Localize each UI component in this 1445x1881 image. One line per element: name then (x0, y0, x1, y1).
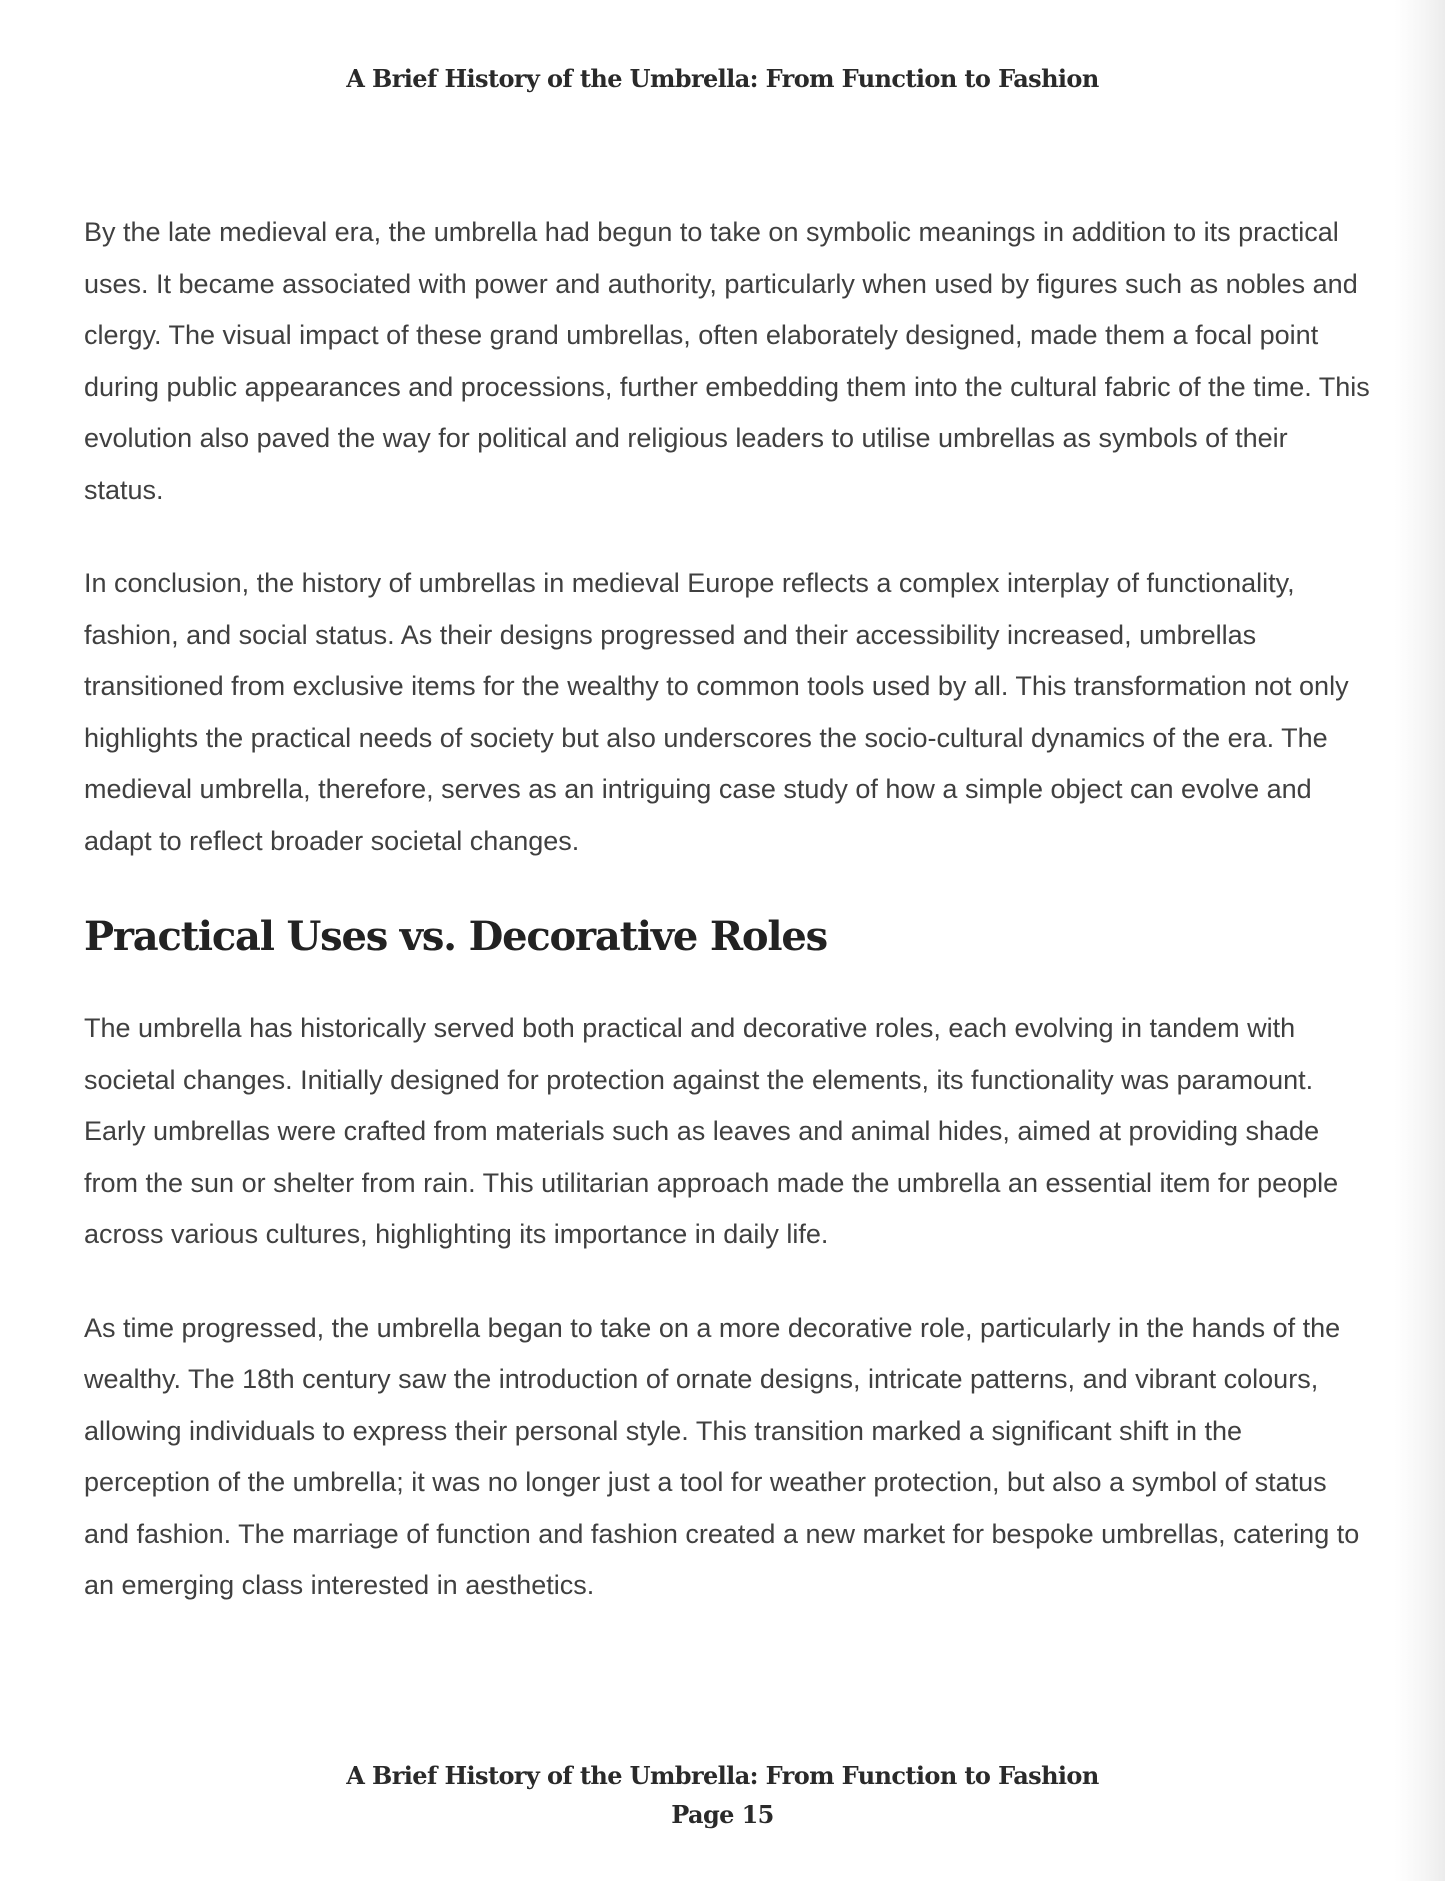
running-header-title: A Brief History of the Umbrella: From Function to Fashion (346, 64, 1099, 93)
page-content (84, 207, 1374, 1612)
body-paragraph: By the late medieval era, the umbrella had begun to take on symbolic meanings in addition to its practical uses. It became associated with power and authority, particularly when used by figures such as nobles and clergy. The visual impact of these grand umbrellas, often elaborately designed, made them a focal point during public appearances and processions, further embedding them into the cultural fabric of the time. This evolution also paved the way for political and religious leaders to utilise umbrellas as symbols of their status. (84, 217, 1370, 505)
footer-title: A Brief History of the Umbrella: From Function to Fashion (346, 1761, 1099, 1790)
page-footer (0, 1756, 1445, 1834)
body-paragraph: As time progressed, the umbrella began to take on a more decorative role, particularly in the hands of the wealthy. The 18th century saw the introduction of ornate designs, intricate patterns, and vibrant colours, allowing individuals to express their personal style. This transition marked a significant shift in the perception of the umbrella; it was no longer just a tool for weather protection, but also a symbol of status and fashion. The marriage of function and fashion created a new market for bespoke umbrellas, catering to an emerging class interested in aesthetics. (84, 1312, 1360, 1600)
body-paragraph: The umbrella has historically served both practical and decorative roles, each evolving in tandem with societal changes. Initially designed for protection against the elements, its functionality was paramount. Early umbrellas were crafted from materials such as leaves and animal hides, aimed at providing shade from the sun or shelter from rain. This utilitarian approach made the umbrella an essential item for people across various cultures, highlighting its importance in daily life. (84, 1013, 1339, 1249)
section-heading: Practical Uses vs. Decorative Roles (84, 913, 827, 960)
body-paragraph: In conclusion, the history of umbrellas in medieval Europe reflects a complex interplay of functionality, fashion, and social status. As their designs progressed and their accessibility increased, umbrellas transitioned from exclusive items for the wealthy to common tools used by all. This transformation not only highlights the practical needs of society but also underscores the socio-cultural dynamics of the era. The medieval umbrella, therefore, serves as an intriguing case study of how a simple object can evolve and adapt to reflect broader societal changes. (84, 568, 1349, 856)
page-number: Page 15 (671, 1800, 774, 1829)
